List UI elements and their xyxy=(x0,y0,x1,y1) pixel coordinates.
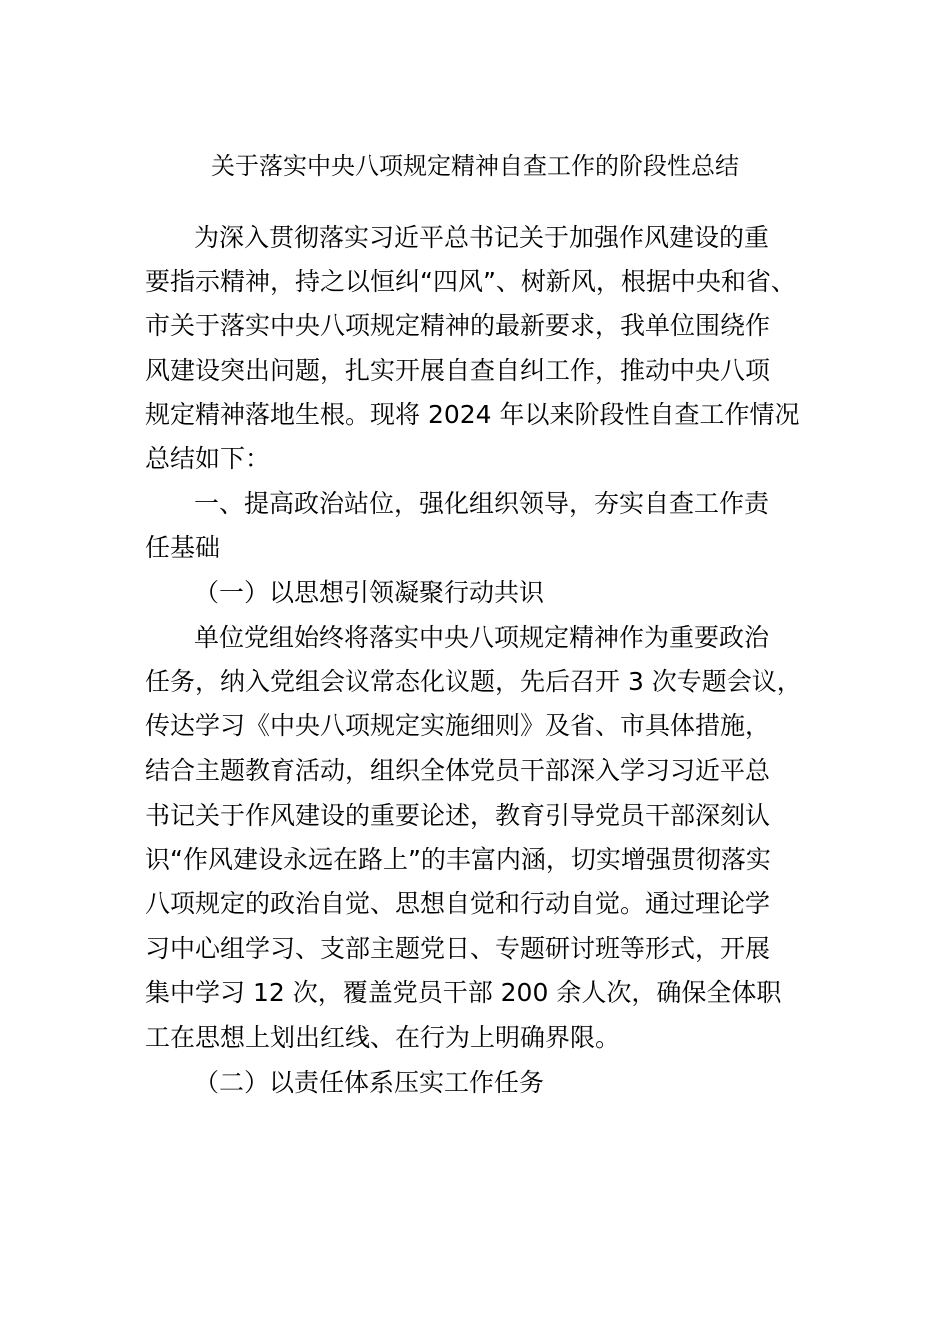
paragraph-2-line-6: 识“作风建设永远在路上”的丰富内涵，切实增强贯彻落实 xyxy=(145,845,771,874)
paragraph-1-line-3: 市关于落实中央八项规定精神的最新要求，我单位围绕作 xyxy=(145,311,771,340)
paragraph-1-line-6: 总结如下： xyxy=(145,444,271,473)
paragraph-2-line-10: 工在思想上划出红线、在行为上明确界限。 xyxy=(145,1023,621,1052)
paragraph-1-line-4: 风建设突出问题，扎实开展自查自纠工作，推动中央八项 xyxy=(145,356,771,385)
paragraph-1-line-5: 规定精神落地生根。现将 2024 年以来阶段性自查工作情况 xyxy=(145,400,800,429)
paragraph-2-line-2: 任务，纳入党组会议常态化议题，先后召开 3 次专题会议， xyxy=(145,667,802,696)
paragraph-2-line-8: 习中心组学习、支部主题党日、专题研讨班等形式，开展 xyxy=(145,934,771,963)
subsection-heading-1: （一）以思想引领凝聚行动共识 xyxy=(194,578,545,607)
paragraph-1-line-1: 为深入贯彻落实习近平总书记关于加强作风建设的重 xyxy=(194,223,770,252)
paragraph-2-line-3: 传达学习《中央八项规定实施细则》及省、市具体措施， xyxy=(145,711,771,740)
paragraph-2-line-7: 八项规定的政治自觉、思想自觉和行动自觉。通过理论学 xyxy=(145,889,771,918)
section-heading-1-line-2: 任基础 xyxy=(145,533,221,562)
paragraph-2-line-4: 结合主题教育活动，组织全体党员干部深入学习习近平总 xyxy=(145,756,771,785)
document-title: 关于落实中央八项规定精神自查工作的阶段性总结 xyxy=(211,152,739,180)
paragraph-2-line-9: 集中学习 12 次，覆盖党员干部 200 余人次，确保全体职 xyxy=(145,978,782,1007)
section-heading-1-line-1: 一、提高政治站位，强化组织领导，夯实自查工作责 xyxy=(194,489,770,518)
paragraph-2-line-1: 单位党组始终将落实中央八项规定精神作为重要政治 xyxy=(194,623,770,652)
paragraph-2-line-5: 书记关于作风建设的重要论述，教育引导党员干部深刻认 xyxy=(145,801,771,830)
paragraph-1-line-2: 要指示精神，持之以恒纠“四风”、树新风，根据中央和省、 xyxy=(145,267,796,296)
subsection-heading-2: （二）以责任体系压实工作任务 xyxy=(194,1068,545,1097)
